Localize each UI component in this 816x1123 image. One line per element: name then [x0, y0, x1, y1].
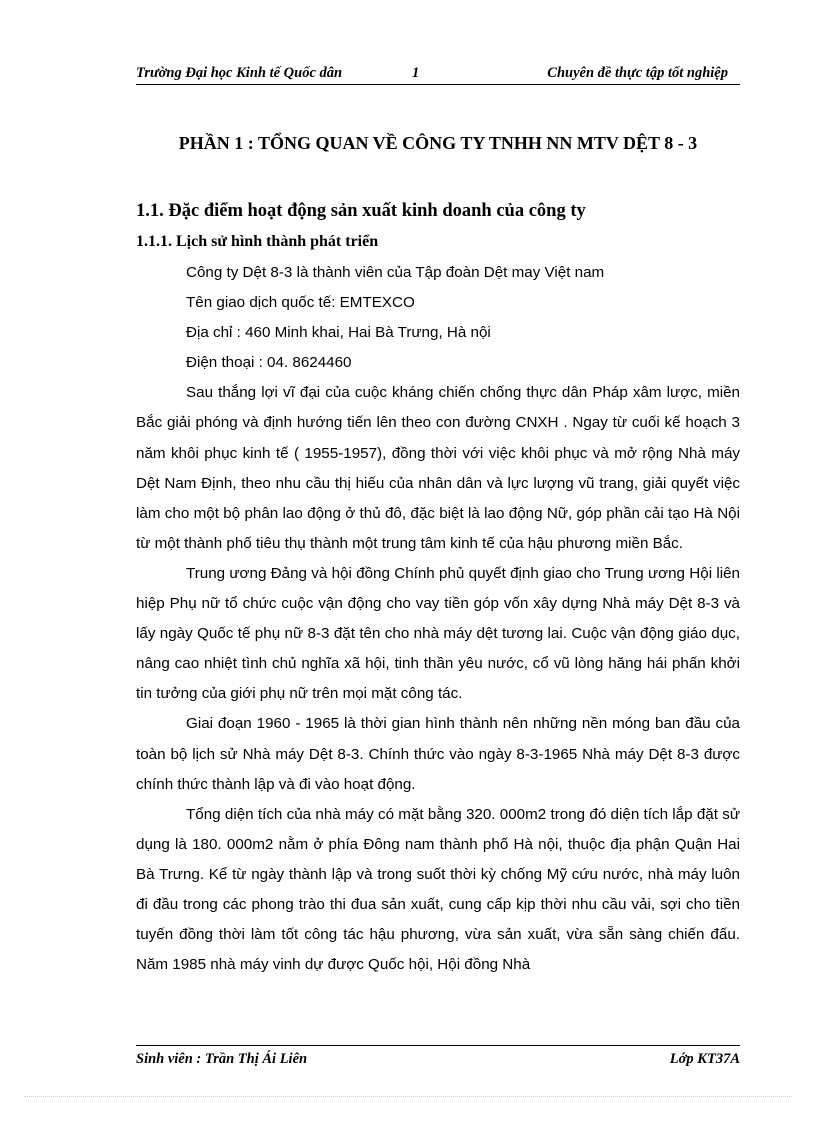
document-body [136, 258, 740, 980]
info-line-company: Công ty Dệt 8-3 là thành viên của Tập đoàn Dệt may Việt nam [186, 264, 605, 281]
footer-class: Lớp KT37A [669, 1051, 740, 1067]
paragraph: Tổng diện tích của nhà máy có mặt bằng 320. 000m2 trong đó diện tích lắp đặt sử dụng là 180. 000m2 nằm ở phía Đông nam thành phố Hà nội, thuộc địa phận Quận Hai Bà Trưng. Kể từ ngày thành lập và trong suốt thời kỳ chống Mỹ cứu nước, nhà máy luôn đi đầu trong các phong trào thi đua sản xuất, cung cấp kịp thời nhu cầu vải, sợi cho tiền tuyến đồng thời làm tốt công tác hậu phương, vừa sản xuất, vừa sẵn sàng chiến đấu. Năm 1985 nhà máy vinh dự được Quốc hội, Hội đồng Nhà [136, 805, 740, 974]
section-title: 1.1. Đặc điểm hoạt động sản xuất kinh doanh của công ty [136, 201, 586, 221]
info-line-trade-name: Tên giao dịch quốc tế: EMTEXCO [186, 294, 415, 312]
paragraph: Sau thắng lợi vĩ đại của cuộc kháng chiến chống thực dân Pháp xâm lược, miền Bắc giải phóng và định hướng tiến lên theo con đường CNXH . Ngay từ cuối kế hoạch 3 năm khôi phục kinh tế ( 1955-1957), đồng thời với việc khôi phục và mở rộng Nhà máy Dệt Nam Định, theo nhu cầu thị hiếu của nhân dân và lực lượng vũ trang, giải quyết việc làm cho một bộ phân lao động ở thủ đô, đặc biệt là lao động Nữ, góp phần cải tạo Hà Nội từ một thành phố tiêu thụ thành một trung tâm kinh tế của hậu phương miền Bắc. [136, 384, 740, 552]
page-footer [136, 1045, 740, 1070]
info-line-phone: Điện thoại : 04. 8624460 [186, 354, 352, 372]
header-school: Trường Đại học Kinh tế Quốc dân [136, 65, 343, 81]
page-boundary-divider [24, 1096, 792, 1097]
paragraph: Giai đoạn 1960 - 1965 là thời gian hình thành nên những nền móng ban đầu của toàn bộ lịch sử Nhà máy Dệt 8-3. Chính thức vào ngày 8-3-1965 Nhà máy Dệt 8-3 được chính thức thành lập và đi vào hoạt động. [136, 715, 740, 793]
info-line-address: Địa chỉ : 460 Minh khai, Hai Bà Trưng, Hà nội [186, 324, 491, 342]
subsection-title: 1.1.1. Lịch sử hình thành phát triển [136, 233, 379, 250]
footer-student: Sinh viên : Trần Thị Ái Liên [136, 1051, 308, 1067]
header-page-number: 1 [412, 65, 420, 81]
page-header [136, 62, 740, 85]
header-report-type: Chuyên đề thực tập tốt nghiệp [547, 65, 728, 81]
part-title: PHẦN 1 : TỔNG QUAN VỀ CÔNG TY TNHH NN MTV DỆT 8 - 3 [178, 133, 698, 153]
paragraph: Trung ương Đảng và hội đồng Chính phủ quyết định giao cho Trung ương Hội liên hiệp Phụ nữ tổ chức cuộc vận động cho vay tiền góp vốn xây dựng Nhà máy Dệt 8-3 và lấy ngày Quốc tế phụ nữ 8-3 đặt tên cho nhà máy dệt tương lai. Cuộc vận động giáo dục, nâng cao nhiệt tình chủ nghĩa xã hội, tinh thần yêu nước, cổ vũ lòng hăng hái phấn khởi tin tưởng của giới phụ nữ trên mọi mặt công tác. [136, 564, 740, 703]
